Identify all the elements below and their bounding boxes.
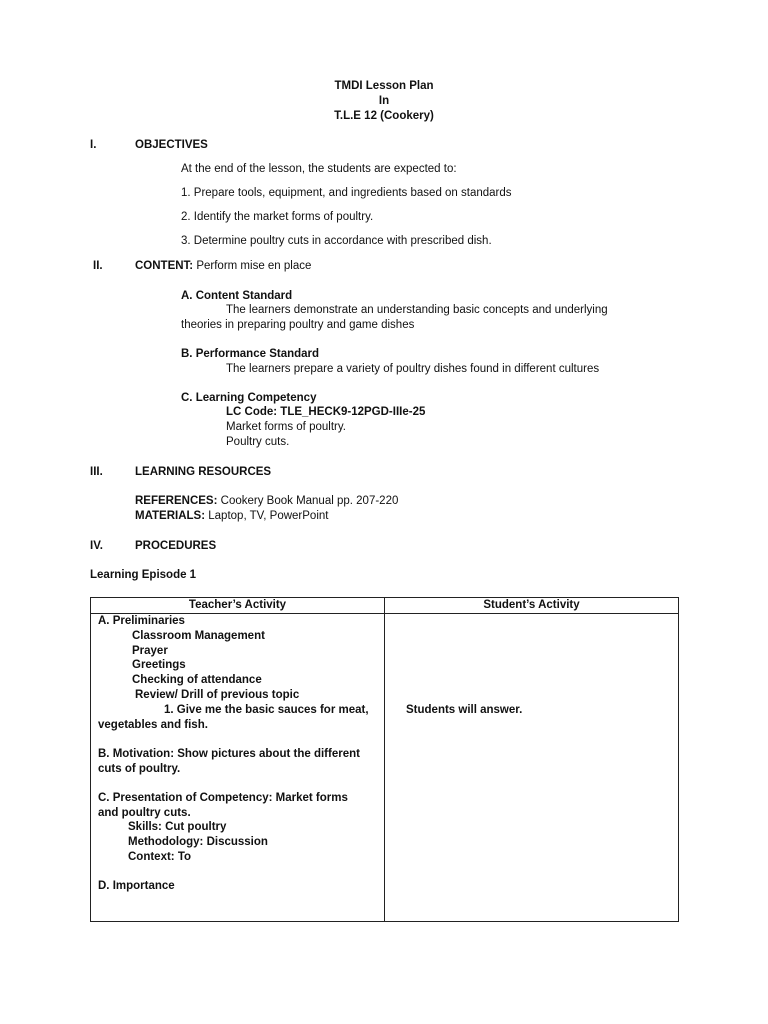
content-value: Perform mise en place (196, 260, 312, 272)
presentation-line1: C. Presentation of Competency: Market forms (98, 792, 348, 804)
competency-item: Poultry cuts. (226, 436, 290, 448)
objectives-heading: OBJECTIVES (135, 139, 208, 151)
review-question-line1: 1. Give me the basic sauces for meat, (164, 704, 369, 716)
prelim-item: Checking of attendance (132, 674, 262, 686)
references-line (135, 495, 398, 507)
objective-item: 1. Prepare tools, equipment, and ingredients based on standards (181, 187, 512, 199)
content-standard-text-line1: The learners demonstrate an understanding basic concepts and underlying (226, 304, 608, 316)
methodology-line: Methodology: Discussion (128, 836, 268, 848)
materials-value: Laptop, TV, PowerPoint (208, 510, 329, 522)
importance-label: D. Importance (98, 880, 175, 892)
content-heading: CONTENT: (135, 260, 194, 272)
references-value: Cookery Book Manual pp. 207-220 (220, 495, 399, 507)
learning-episode-label: Learning Episode 1 (90, 569, 197, 581)
objectives-intro: At the end of the lesson, the students are expected to: (181, 163, 457, 175)
teacher-activity-cell (91, 614, 385, 922)
materials-line (135, 510, 328, 522)
procedures-number: IV. (90, 540, 104, 552)
document-subject: T.L.E 12 (Cookery) (334, 110, 434, 122)
review-label: Review/ Drill of previous topic (135, 689, 300, 701)
preliminaries-label: A. Preliminaries (98, 615, 185, 627)
prelim-item: Prayer (132, 645, 168, 657)
activity-table (90, 597, 679, 922)
presentation-line2: and poultry cuts. (98, 807, 191, 819)
document-title-in: In (378, 95, 390, 107)
competency-item: Market forms of poultry. (226, 421, 346, 433)
resources-heading: LEARNING RESOURCES (135, 466, 272, 478)
performance-standard-text: The learners prepare a variety of poultry dishes found in different cultures (226, 363, 600, 375)
student-activity-header: Student’s Activity (385, 598, 679, 614)
references-label: REFERENCES: (135, 495, 218, 507)
lc-code: LC Code: TLE_HECK9-12PGD-IIIe-25 (226, 406, 426, 418)
table-header-row (91, 598, 679, 614)
prelim-item: Greetings (132, 659, 186, 671)
table-row (91, 614, 679, 922)
motivation-line2: cuts of poultry. (98, 763, 181, 775)
document-title: TMDI Lesson Plan (334, 80, 434, 92)
resources-number: III. (90, 466, 103, 478)
content-line (135, 260, 311, 272)
objective-item: 2. Identify the market forms of poultry. (181, 211, 374, 223)
materials-label: MATERIALS: (135, 510, 206, 522)
objectives-number: I. (90, 139, 97, 151)
content-standard-label: A. Content Standard (181, 290, 293, 302)
motivation-line1: B. Motivation: Show pictures about the different (98, 748, 360, 760)
content-standard-text-line2: theories in preparing poultry and game dishes (181, 319, 415, 331)
teacher-activity-header: Teacher’s Activity (91, 598, 385, 614)
skills-line: Skills: Cut poultry (128, 821, 227, 833)
student-answer: Students will answer. (406, 704, 523, 716)
content-number: II. (93, 260, 103, 272)
procedures-heading: PROCEDURES (135, 540, 217, 552)
performance-standard-label: B. Performance Standard (181, 348, 320, 360)
learning-competency-label: C. Learning Competency (181, 392, 317, 404)
objective-item: 3. Determine poultry cuts in accordance with prescribed dish. (181, 235, 492, 247)
context-line: Context: To (128, 851, 192, 863)
student-activity-cell (385, 614, 679, 922)
review-question-line2: vegetables and fish. (98, 719, 208, 731)
prelim-item: Classroom Management (132, 630, 265, 642)
